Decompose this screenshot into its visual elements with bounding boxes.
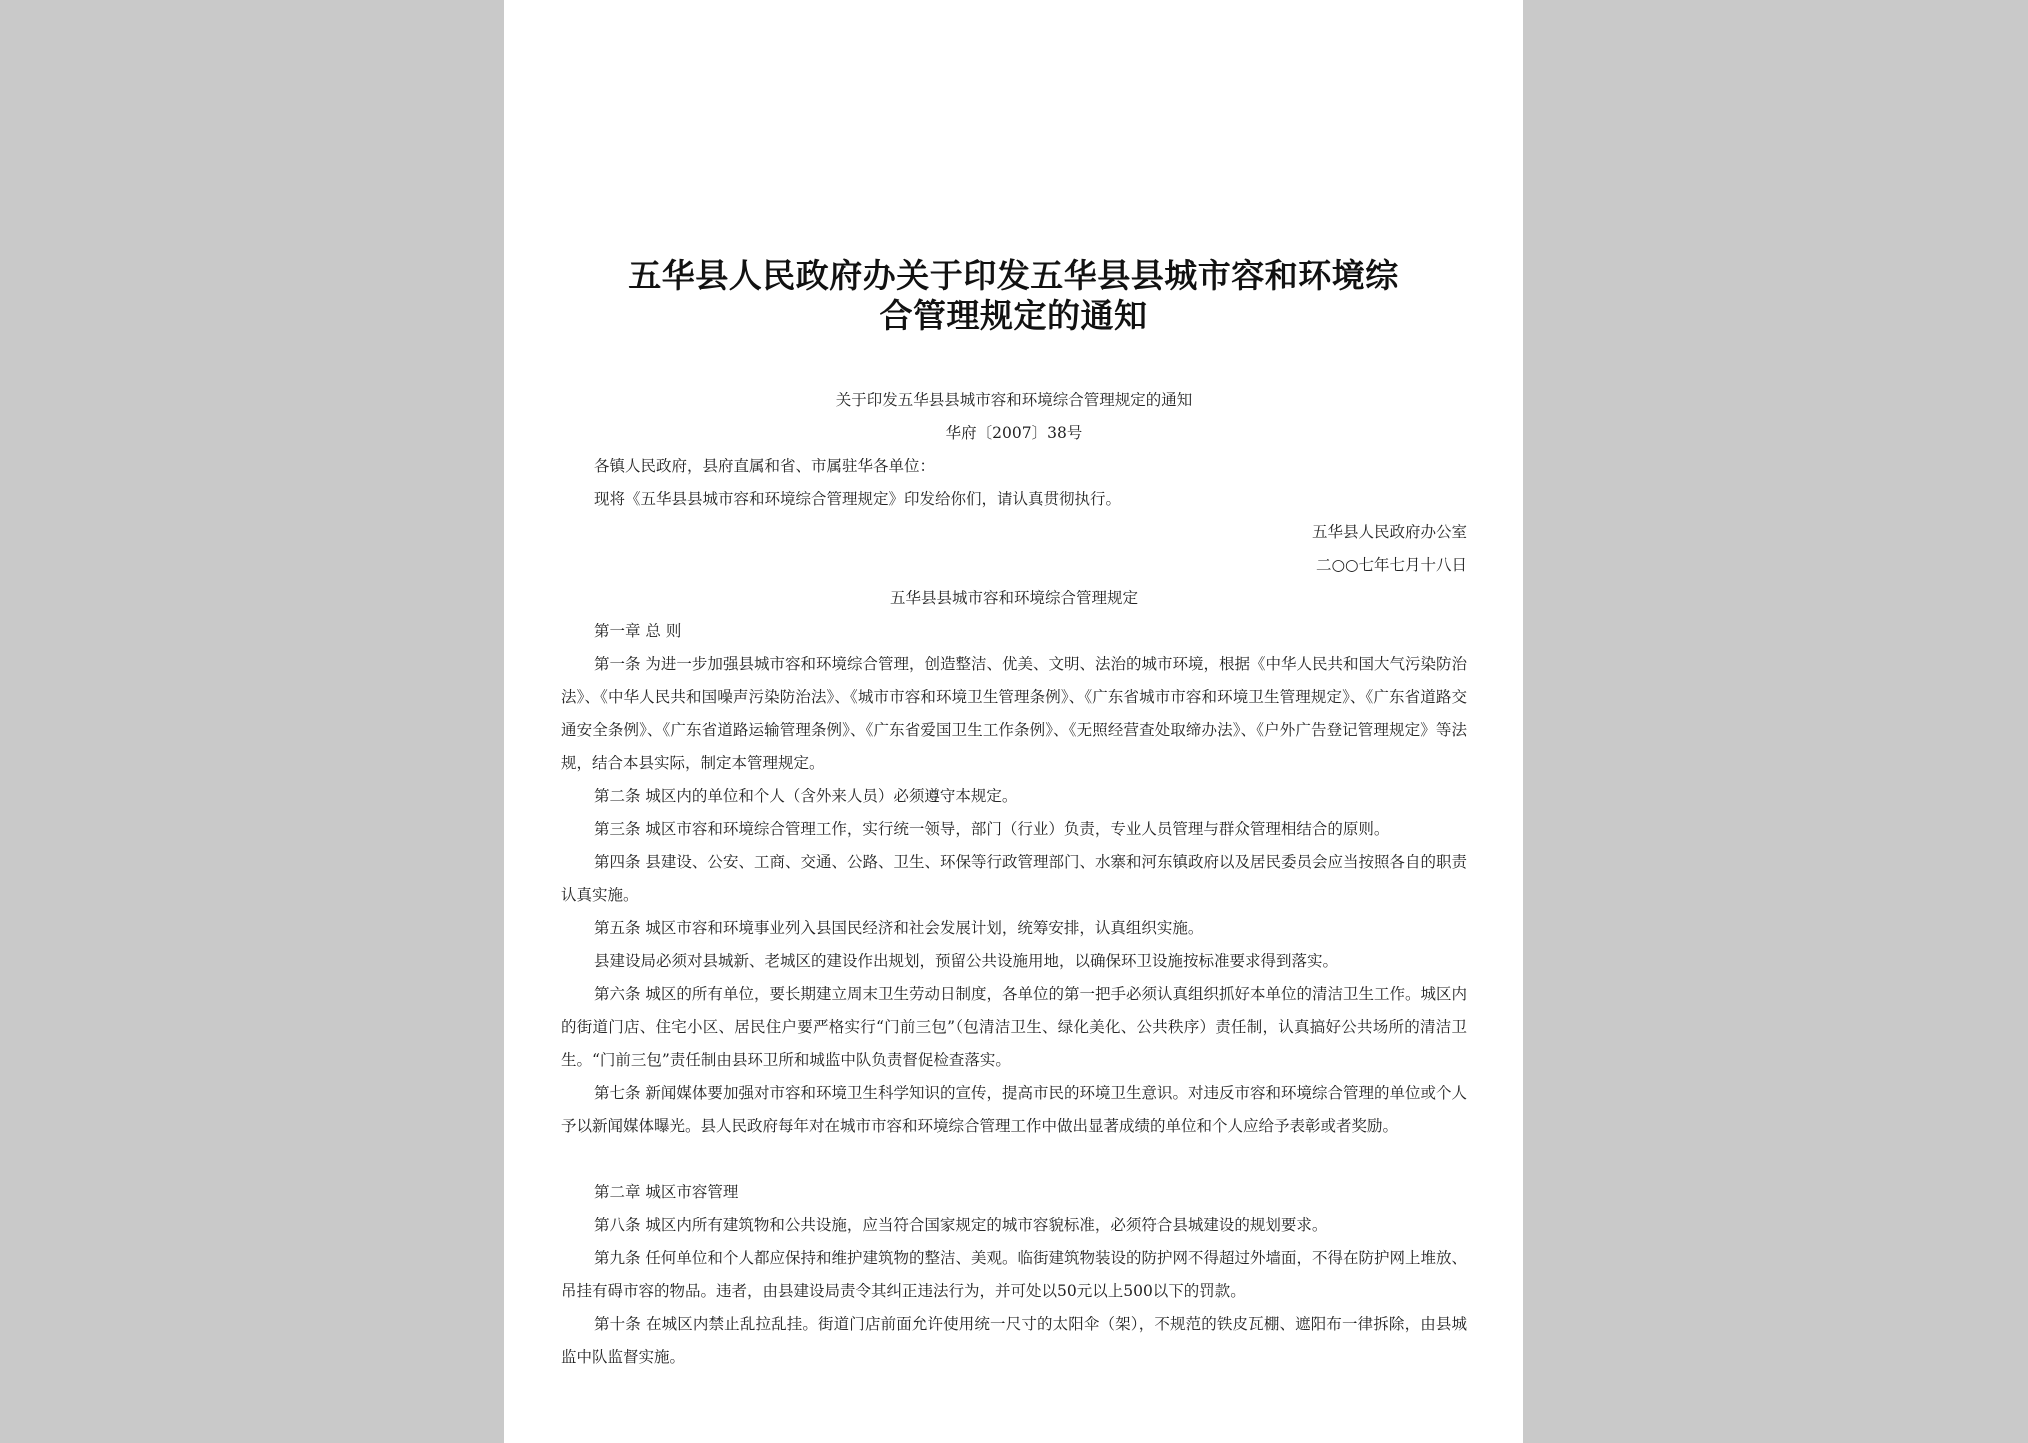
issuer: 五华县人民政府办公室 bbox=[1311, 523, 1467, 541]
article-paragraph: 第八条 城区内所有建筑物和公共设施，应当符合国家规定的城市容貌标准，必须符合县城建设的规划要求。 bbox=[594, 1216, 1328, 1234]
chapter-heading: 第一章 总 则 bbox=[594, 622, 682, 640]
article-paragraph: 第六条 城区的所有单位，要长期建立周末卫生劳动日制度，各单位的第一把手必须认真组织抓好本单位的清洁卫生工作。城区内的街道门店、住宅小区、居民住户要严格实行“门前三包”（包清洁卫生、绿化美化、公共秩序）责任制，认真搞好公共场所的清洁卫生。“门前三包”责任制由县环卫所和城监中队负责督促检查落实。 bbox=[561, 985, 1467, 1069]
title-line-1: 五华县人民政府办关于印发五华县县城市容和环境综 bbox=[628, 256, 1399, 295]
document-body bbox=[561, 384, 1467, 1374]
document-number: 华府〔2007〕38号 bbox=[945, 424, 1083, 442]
document-title bbox=[584, 256, 1443, 336]
article-paragraph: 第四条 县建设、公安、工商、交通、公路、卫生、环保等行政管理部门、水寨和河东镇政府以及居民委员会应当按照各自的职责认真实施。 bbox=[561, 853, 1467, 904]
salutation: 各镇人民政府，县府直属和省、市属驻华各单位： bbox=[594, 457, 936, 475]
article-paragraph: 第一条 为进一步加强县城市容和环境综合管理，创造整洁、优美、文明、法治的城市环境，根据《中华人民共和国大气污染防治法》、《中华人民共和国噪声污染防治法》、《城市市容和环境卫生管理条例》、《广东省城市市容和环境卫生管理规定》、《广东省道路交通安全条例》、《广东省道路运输管理条例》、《广东省爱国卫生工作条例》、《无照经营查处取缔办法》、《户外广告登记管理规定》等法规，结合本县实际，制定本管理规定。 bbox=[561, 655, 1467, 772]
notice-subtitle: 关于印发五华县县城市容和环境综合管理规定的通知 bbox=[835, 391, 1193, 409]
article-paragraph: 第七条 新闻媒体要加强对市容和环境卫生科学知识的宣传，提高市民的环境卫生意识。对违反市容和环境综合管理的单位或个人予以新闻媒体曝光。县人民政府每年对在城市市容和环境综合管理工作中做出显著成绩的单位和个人应给予表彰或者奖励。 bbox=[561, 1084, 1467, 1135]
article-paragraph: 第十条 在城区内禁止乱拉乱挂。街道门店前面允许使用统一尺寸的太阳伞（架），不规范的铁皮瓦棚、遮阳布一律拆除，由县城监中队监督实施。 bbox=[561, 1315, 1467, 1366]
title-line-2: 合管理规定的通知 bbox=[879, 296, 1148, 335]
article-paragraph: 第三条 城区市容和环境综合管理工作，实行统一领导，部门（行业）负责，专业人员管理与群众管理相结合的原则。 bbox=[594, 820, 1390, 838]
article-paragraph: 第五条 城区市容和环境事业列入县国民经济和社会发展计划，统筹安排，认真组织实施。 bbox=[594, 919, 1204, 937]
regulation-title: 五华县县城市容和环境综合管理规定 bbox=[889, 589, 1138, 607]
document-page bbox=[504, 0, 1523, 1443]
article-paragraph: 第二条 城区内的单位和个人（含外来人员）必须遵守本规定。 bbox=[594, 787, 1018, 805]
issue-date: 二○○七年七月十八日 bbox=[1315, 556, 1467, 574]
intro-paragraph: 现将《五华县县城市容和环境综合管理规定》印发给你们，请认真贯彻执行。 bbox=[594, 490, 1122, 508]
article-paragraph: 第九条 任何单位和个人都应保持和维护建筑物的整洁、美观。临街建筑物装设的防护网不得超过外墙面，不得在防护网上堆放、吊挂有碍市容的物品。违者，由县建设局责令其纠正违法行为，并可处以50元以上500以下的罚款。 bbox=[561, 1249, 1467, 1300]
article-paragraph: 县建设局必须对县城新、老城区的建设作出规划，预留公共设施用地，以确保环卫设施按标准要求得到落实。 bbox=[594, 952, 1339, 970]
chapter-heading: 第二章 城区市容管理 bbox=[594, 1183, 739, 1201]
